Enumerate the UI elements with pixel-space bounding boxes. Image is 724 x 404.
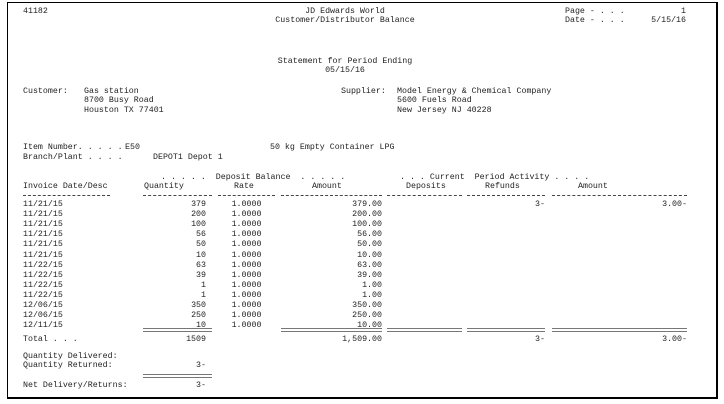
program-id: 41182 [23,7,48,16]
row-rate: 1.0000 [231,321,262,331]
invoice-date: 11/22/15 [23,270,63,280]
row-refunds: 3- [535,200,545,209]
row-quantity: 1 [201,290,206,300]
quantity-returned-label: Quantity Returned: [23,361,113,370]
total-amount: 1,509.00 [342,335,382,344]
row-quantity: 250 [191,311,206,321]
row-amount: 200.00 [352,210,382,220]
net-delivery: 3- [196,381,206,390]
row-quantity: 350 [191,301,206,310]
row-rate: 1.0000 [231,240,262,250]
invoice-date: 11/21/15 [23,220,63,230]
column-rule [552,195,687,196]
col-refunds: Refunds [485,182,520,191]
col-activity-amount: Amount [578,182,608,191]
invoice-date: 11/21/15 [23,200,63,209]
row-amount: 1.00 [362,280,382,290]
total-activity-amount: 3.00- [662,335,687,344]
quantity-returned: 3- [196,361,206,370]
quantity-delivered-label: Quantity Delivered: [23,352,118,361]
customer-label: Customer: [23,87,68,96]
row-amount: 250.00 [352,311,382,321]
invoice-date: 11/21/15 [23,210,63,220]
row-amount: 10.00 [357,250,382,260]
supplier-name: Model Energy & Chemical Company [397,87,552,96]
row-rate: 1.0000 [231,230,262,240]
branch-plant-label: Branch/Plant . . . . [23,153,123,162]
row-quantity: 379 [191,200,206,209]
column-rule [218,195,275,196]
row-quantity: 100 [191,220,206,230]
row-quantity: 56 [196,230,206,240]
system-name: JD Edwards World [305,7,385,16]
invoice-date: 12/11/15 [23,321,63,331]
row-rate: 1.0000 [231,270,262,280]
row-quantity: 1 [201,280,206,290]
row-quantity: 63 [196,260,206,270]
row-amount: 39.00 [357,270,382,280]
report-title: Customer/Distributor Balance [275,16,415,25]
row-amount: 63.00 [357,260,382,270]
supplier-label: Supplier: [341,87,386,96]
net-rule [143,374,212,378]
col-invoice: Invoice Date/Desc [23,182,108,191]
invoice-date: 11/21/15 [23,250,63,260]
row-quantity: 50 [196,240,206,250]
customer-address1: 8700 Busy Road [84,96,154,105]
item-number: E50 [125,143,140,152]
row-amount: 350.00 [352,301,382,310]
row-quantity: 200 [191,210,206,220]
row-quantity: 39 [196,270,206,280]
net-delivery-label: Net Delivery/Returns: [23,381,128,390]
total-refunds: 3- [535,335,545,344]
row-quantity: 10 [196,321,206,331]
column-rule [281,195,382,196]
row-rate: 1.0000 [231,260,262,270]
supplier-address2: New Jersey NJ 40228 [397,106,492,115]
row-rate: 1.0000 [231,290,262,300]
row-rate: 1.0000 [231,301,262,310]
report-date: 5/15/16 [651,16,686,25]
total-rule [143,328,212,332]
date-label: Date - . . . [565,16,625,25]
column-rule [23,195,110,196]
invoice-date: 11/22/15 [23,260,63,270]
statement-title: Statement for Period Ending [277,57,413,66]
total-rule [552,328,687,332]
total-rule [281,328,382,332]
column-rule [467,195,545,196]
col-rate: Rate [234,182,254,191]
row-amount: 379.00 [352,200,382,209]
invoice-date: 11/21/15 [23,240,63,250]
column-rule [387,195,462,196]
row-amount: 50.00 [357,240,382,250]
deposit-balance-group: . . . . . Deposit Balance . . . . . [161,173,346,182]
supplier-address1: 5600 Fuels Road [397,96,472,105]
row-rate: 1.0000 [231,220,262,230]
customer-address2: Houston TX 77401 [84,106,164,115]
invoice-date: 11/22/15 [23,280,63,290]
row-amount: 56.00 [357,230,382,240]
item-description: 50 kg Empty Container LPG [270,143,395,152]
total-rule [467,328,545,332]
col-deposits: Deposits [406,182,446,191]
invoice-date: 12/06/15 [23,311,63,321]
row-rate: 1.0000 [231,250,262,260]
period-activity-group: . . . Current Period Activity . . . . [400,173,590,182]
row-amount: 100.00 [352,220,382,230]
col-quantity: Quantity [144,182,184,191]
row-quantity: 10 [196,250,206,260]
row-amount: 10.00 [357,321,382,331]
row-activity-amount: 3.00- [662,200,687,209]
col-amount: Amount [312,182,342,191]
row-amount: 1.00 [362,290,382,300]
total-rule [387,328,462,332]
row-rate: 1.0000 [231,280,262,290]
invoice-date: 12/06/15 [23,301,63,310]
row-rate: 1.0000 [231,311,262,321]
branch-plant: DEPOT1 Depot 1 [153,153,223,162]
row-rate: 1.0000 [231,200,262,209]
total-label: Total . . . [23,335,78,344]
page-label: Page - . . . [565,7,625,16]
total-quantity: 1509 [186,335,206,344]
item-number-label: Item Number. . . . . [23,143,123,152]
page-number: 1 [681,7,686,16]
column-rule [143,195,212,196]
statement-date: 05/15/16 [325,66,365,75]
invoice-date: 11/21/15 [23,230,63,240]
invoice-date: 11/22/15 [23,290,63,300]
customer-name: Gas station [84,87,139,96]
row-rate: 1.0000 [231,210,262,220]
